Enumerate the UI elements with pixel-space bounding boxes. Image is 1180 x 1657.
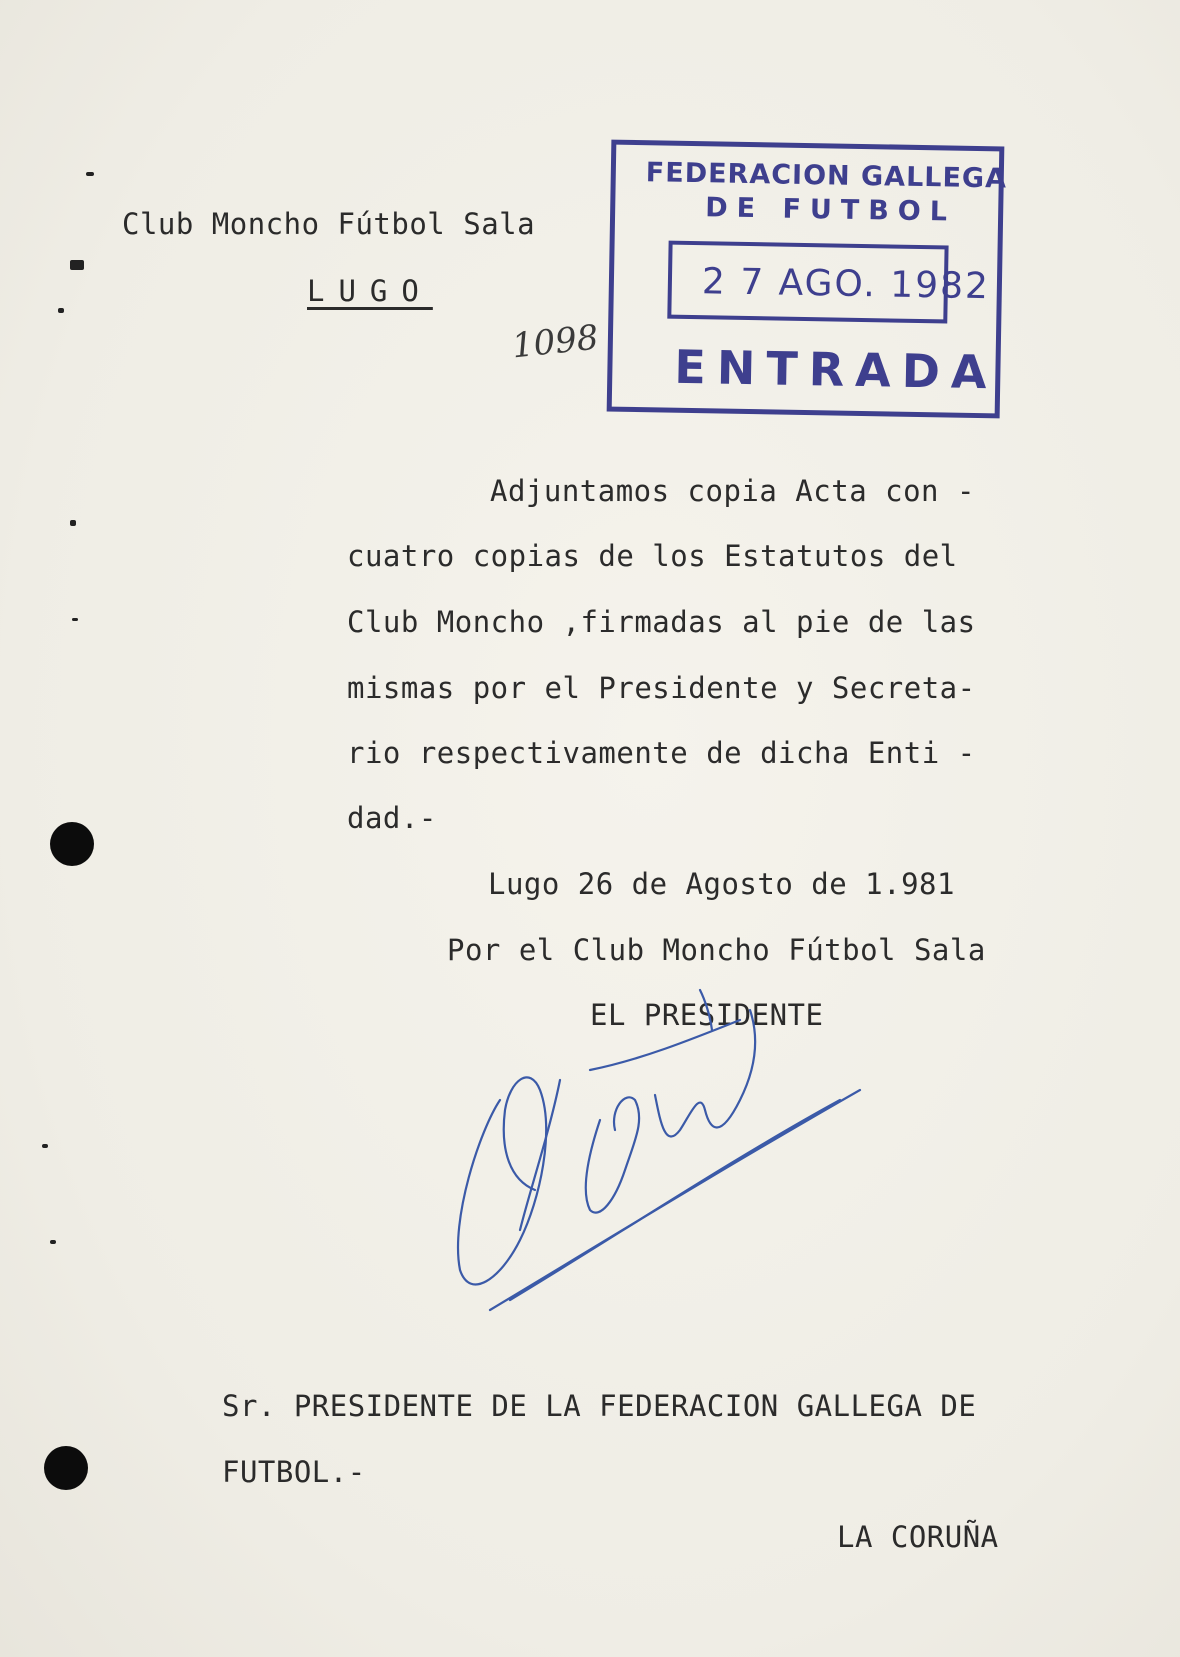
margin-mark: [70, 260, 84, 270]
stamp-line1: FEDERACION GALLEGA: [645, 157, 1008, 195]
addressee-line: Sr. PRESIDENTE DE LA FEDERACION GALLEGA DE: [222, 1389, 977, 1423]
margin-mark: [70, 520, 76, 526]
body-line: rio respectivamente de dicha Enti -: [347, 736, 976, 770]
margin-mark: [86, 172, 94, 176]
body-line: mismas por el Presidente y Secreta-: [347, 671, 976, 705]
addressee-city: LA CORUÑA: [837, 1520, 999, 1554]
stamp-date: 2 7 AGO. 1982: [701, 261, 991, 308]
margin-mark: [72, 618, 78, 621]
body-line: Club Moncho ,firmadas al pie de las: [347, 605, 976, 639]
entry-stamp: [607, 140, 1008, 419]
stamp-line2: DE FUTBOL: [704, 192, 957, 228]
signatory-title: EL PRESIDENTE: [590, 998, 824, 1032]
stamp-footer: ENTRADA: [673, 339, 998, 400]
punch-hole: [50, 822, 94, 866]
margin-mark: [50, 1240, 56, 1244]
margin-mark: [58, 308, 64, 313]
signature: [440, 980, 900, 1360]
place-date: Lugo 26 de Agosto de 1.981: [488, 867, 955, 901]
body-line: dad.-: [347, 801, 437, 835]
sender-club: Club Moncho Fútbol Sala: [122, 207, 536, 241]
punch-hole: [44, 1446, 88, 1490]
margin-mark: [42, 1144, 48, 1148]
signed-for: Por el Club Moncho Fútbol Sala: [447, 933, 986, 967]
body-line: Adjuntamos copia Acta con -: [490, 474, 975, 508]
sender-city: LUGO: [307, 274, 433, 308]
addressee-line: FUTBOL.-: [222, 1455, 366, 1489]
stamp-date-box: [667, 241, 991, 324]
body-line: cuatro copias de los Estatutos del: [347, 539, 958, 573]
reference-number: 1098: [510, 317, 601, 367]
